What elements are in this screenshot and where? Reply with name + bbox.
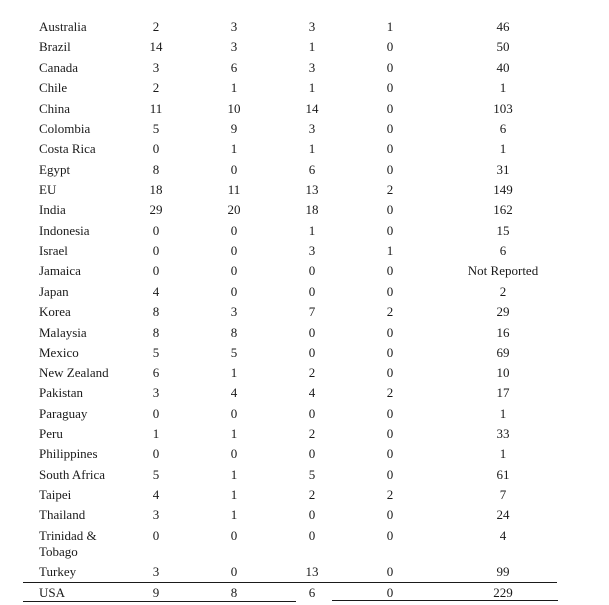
- value-cell-col-2: 3: [230, 304, 238, 319]
- value-cell-col-5: 29: [496, 304, 510, 319]
- value-cell-col-1: 0: [152, 406, 160, 421]
- value-cell-col-4: 2: [386, 385, 394, 400]
- value-cell-col-5: 229: [493, 585, 513, 600]
- table-row: [0, 345, 609, 365]
- value-cell-col-4: 0: [386, 80, 394, 95]
- value-cell-col-5: 31: [496, 162, 510, 177]
- value-cell-col-4: 0: [386, 507, 394, 522]
- value-cell-col-3: 0: [308, 507, 316, 522]
- value-cell-col-4: 0: [386, 345, 394, 360]
- value-cell-col-3: 1: [308, 141, 316, 156]
- table-row: [0, 365, 609, 385]
- value-cell-col-5: 7: [499, 487, 507, 502]
- value-cell-col-3: 13: [305, 564, 319, 579]
- value-cell-col-4: 0: [386, 426, 394, 441]
- table-row: [0, 467, 609, 487]
- country-name-cell: Taipei: [39, 487, 72, 502]
- value-cell-col-5: 6: [499, 121, 507, 136]
- value-cell-col-1: 6: [152, 365, 160, 380]
- table-row: [0, 202, 609, 222]
- country-name-cell: Thailand: [39, 507, 86, 522]
- value-cell-col-2: 6: [230, 60, 238, 75]
- country-name-cell: Malaysia: [39, 325, 87, 340]
- country-name-cell: Canada: [39, 60, 78, 75]
- country-name-cell: Australia: [39, 19, 87, 34]
- table-row: [0, 585, 609, 605]
- value-cell-col-2: 20: [227, 202, 241, 217]
- value-cell-col-1: 29: [149, 202, 163, 217]
- country-name-cell: Korea: [39, 304, 71, 319]
- value-cell-col-4: 0: [386, 528, 394, 543]
- value-cell-col-2: 10: [227, 101, 241, 116]
- value-cell-col-5: 17: [496, 385, 510, 400]
- value-cell-col-4: 0: [386, 60, 394, 75]
- value-cell-col-3: 3: [308, 121, 316, 136]
- country-name-cell: China: [39, 101, 71, 116]
- value-cell-col-1: 18: [149, 182, 163, 197]
- value-cell-col-3: 6: [308, 585, 316, 600]
- country-name-cell: Jamaica: [39, 263, 81, 278]
- value-cell-col-2: 0: [230, 263, 238, 278]
- value-cell-col-4: 0: [386, 101, 394, 116]
- value-cell-col-3: 7: [308, 304, 316, 319]
- value-cell-col-2: 0: [230, 564, 238, 579]
- value-cell-col-3: 5: [308, 467, 316, 482]
- value-cell-col-1: 11: [149, 101, 163, 116]
- table-row: [0, 19, 609, 39]
- value-cell-col-2: 8: [230, 585, 238, 600]
- country-name-cell: Brazil: [39, 39, 71, 54]
- value-cell-col-2: 3: [230, 19, 238, 34]
- table-row: [0, 426, 609, 446]
- value-cell-col-4: 0: [386, 406, 394, 421]
- country-name-cell: Japan: [39, 284, 69, 299]
- table-row: [0, 406, 609, 426]
- value-cell-col-4: 0: [386, 141, 394, 156]
- value-cell-col-1: 8: [152, 325, 160, 340]
- table-row: [0, 39, 609, 59]
- value-cell-col-5: 50: [496, 39, 510, 54]
- value-cell-col-3: 0: [308, 406, 316, 421]
- table-row: [0, 182, 609, 202]
- value-cell-col-1: 2: [152, 80, 160, 95]
- country-name-cell: Turkey: [39, 564, 77, 579]
- country-name-cell: USA: [39, 585, 66, 600]
- value-cell-col-1: 14: [149, 39, 163, 54]
- value-cell-col-2: 1: [230, 80, 238, 95]
- value-cell-col-3: 3: [308, 19, 316, 34]
- value-cell-col-5: 61: [496, 467, 510, 482]
- value-cell-col-3: 0: [308, 263, 316, 278]
- value-cell-col-3: 14: [305, 101, 319, 116]
- value-cell-col-2: 1: [230, 426, 238, 441]
- value-cell-col-1: 3: [152, 385, 160, 400]
- value-cell-col-1: 0: [152, 446, 160, 461]
- value-cell-col-2: 8: [230, 325, 238, 340]
- table-row: [0, 528, 609, 559]
- value-cell-col-2: 11: [227, 182, 241, 197]
- value-cell-col-5: 24: [496, 507, 510, 522]
- value-cell-col-1: 8: [152, 162, 160, 177]
- value-cell-col-5: 33: [496, 426, 510, 441]
- table-bottom-rule-right: [332, 600, 558, 601]
- value-cell-col-2: 4: [230, 385, 238, 400]
- value-cell-col-1: 3: [152, 507, 160, 522]
- value-cell-col-4: 0: [386, 467, 394, 482]
- value-cell-col-5: Not Reported: [467, 263, 539, 278]
- value-cell-col-3: 0: [308, 528, 316, 543]
- value-cell-col-3: 4: [308, 385, 316, 400]
- value-cell-col-2: 0: [230, 243, 238, 258]
- country-name-cell: India: [39, 202, 66, 217]
- value-cell-col-4: 0: [386, 162, 394, 177]
- value-cell-col-1: 9: [152, 585, 160, 600]
- table-row: [0, 80, 609, 100]
- value-cell-col-3: 18: [305, 202, 319, 217]
- value-cell-col-5: 162: [493, 202, 513, 217]
- value-cell-col-3: 2: [308, 487, 316, 502]
- country-name-cell: Colombia: [39, 121, 91, 136]
- value-cell-col-4: 2: [386, 487, 394, 502]
- value-cell-col-1: 5: [152, 121, 160, 136]
- table-row: [0, 60, 609, 80]
- value-cell-col-4: 0: [386, 263, 394, 278]
- value-cell-col-5: 10: [496, 365, 510, 380]
- value-cell-col-1: 2: [152, 19, 160, 34]
- value-cell-col-2: 1: [230, 365, 238, 380]
- value-cell-col-2: 0: [230, 528, 238, 543]
- table-row: [0, 121, 609, 141]
- value-cell-col-1: 3: [152, 564, 160, 579]
- value-cell-col-3: 2: [308, 365, 316, 380]
- value-cell-col-1: 0: [152, 141, 160, 156]
- table-rule-above-usa: [23, 582, 557, 583]
- table-row: [0, 223, 609, 243]
- value-cell-col-5: 4: [499, 528, 507, 543]
- value-cell-col-5: 40: [496, 60, 510, 75]
- table-row: [0, 243, 609, 263]
- value-cell-col-5: 99: [496, 564, 510, 579]
- value-cell-col-5: 46: [496, 19, 510, 34]
- value-cell-col-4: 0: [386, 325, 394, 340]
- value-cell-col-4: 0: [386, 202, 394, 217]
- value-cell-col-4: 0: [386, 585, 394, 600]
- value-cell-col-5: 1: [499, 406, 507, 421]
- value-cell-col-1: 5: [152, 467, 160, 482]
- value-cell-col-1: 0: [152, 263, 160, 278]
- value-cell-col-4: 1: [386, 243, 394, 258]
- value-cell-col-3: 1: [308, 39, 316, 54]
- country-name-cell: Israel: [39, 243, 68, 258]
- value-cell-col-1: 3: [152, 60, 160, 75]
- value-cell-col-4: 0: [386, 223, 394, 238]
- table-row: [0, 263, 609, 283]
- value-cell-col-5: 69: [496, 345, 510, 360]
- table-row: [0, 162, 609, 182]
- value-cell-col-3: 0: [308, 446, 316, 461]
- value-cell-col-3: 1: [308, 223, 316, 238]
- country-name-cell: Paraguay: [39, 406, 88, 421]
- value-cell-col-5: 149: [493, 182, 513, 197]
- table-row: [0, 507, 609, 527]
- value-cell-col-5: 1: [499, 446, 507, 461]
- value-cell-col-2: 1: [230, 507, 238, 522]
- value-cell-col-1: 0: [152, 243, 160, 258]
- value-cell-col-4: 0: [386, 39, 394, 54]
- country-name-cell: Egypt: [39, 162, 71, 177]
- value-cell-col-4: 0: [386, 446, 394, 461]
- value-cell-col-3: 1: [308, 80, 316, 95]
- country-name-cell: Peru: [39, 426, 63, 441]
- value-cell-col-3: 0: [308, 345, 316, 360]
- value-cell-col-5: 1: [499, 141, 507, 156]
- table-row: [0, 141, 609, 161]
- value-cell-col-5: 16: [496, 325, 510, 340]
- value-cell-col-5: 6: [499, 243, 507, 258]
- country-name-cell: Costa Rica: [39, 141, 96, 156]
- table-row: [0, 101, 609, 121]
- value-cell-col-1: 0: [152, 223, 160, 238]
- value-cell-col-1: 8: [152, 304, 160, 319]
- table-row: [0, 446, 609, 466]
- value-cell-col-4: 2: [386, 182, 394, 197]
- value-cell-col-2: 3: [230, 39, 238, 54]
- value-cell-col-2: 0: [230, 223, 238, 238]
- value-cell-col-5: 1: [499, 80, 507, 95]
- value-cell-col-5: 15: [496, 223, 510, 238]
- value-cell-col-5: 103: [493, 101, 513, 116]
- value-cell-col-3: 0: [308, 325, 316, 340]
- value-cell-col-3: 3: [308, 243, 316, 258]
- value-cell-col-2: 5: [230, 345, 238, 360]
- value-cell-col-3: 3: [308, 60, 316, 75]
- table-row: [0, 487, 609, 507]
- country-name-cell: Pakistan: [39, 385, 84, 400]
- country-name-cell: Indonesia: [39, 223, 90, 238]
- value-cell-col-3: 13: [305, 182, 319, 197]
- country-name-cell: Mexico: [39, 345, 79, 360]
- value-cell-col-4: 0: [386, 284, 394, 299]
- value-cell-col-1: 1: [152, 426, 160, 441]
- country-name-cell: Philippines: [39, 446, 98, 461]
- value-cell-col-4: 1: [386, 19, 394, 34]
- value-cell-col-2: 0: [230, 162, 238, 177]
- country-name-cell: Chile: [39, 80, 68, 95]
- value-cell-col-4: 0: [386, 564, 394, 579]
- value-cell-col-2: 0: [230, 446, 238, 461]
- table-row: [0, 564, 609, 584]
- table-row: [0, 325, 609, 345]
- country-name-cell: Trinidad & Tobago: [39, 528, 97, 559]
- value-cell-col-5: 2: [499, 284, 507, 299]
- value-cell-col-2: 9: [230, 121, 238, 136]
- value-cell-col-3: 0: [308, 284, 316, 299]
- table-row: [0, 385, 609, 405]
- value-cell-col-2: 1: [230, 487, 238, 502]
- value-cell-col-1: 0: [152, 528, 160, 543]
- value-cell-col-3: 6: [308, 162, 316, 177]
- country-name-cell: South Africa: [39, 467, 106, 482]
- table-row: [0, 304, 609, 324]
- value-cell-col-2: 0: [230, 284, 238, 299]
- country-name-cell: New Zealand: [39, 365, 109, 380]
- value-cell-col-4: 2: [386, 304, 394, 319]
- value-cell-col-4: 0: [386, 121, 394, 136]
- value-cell-col-2: 0: [230, 406, 238, 421]
- value-cell-col-3: 2: [308, 426, 316, 441]
- value-cell-col-1: 4: [152, 487, 160, 502]
- value-cell-col-1: 4: [152, 284, 160, 299]
- value-cell-col-2: 1: [230, 467, 238, 482]
- value-cell-col-4: 0: [386, 365, 394, 380]
- table-row: [0, 284, 609, 304]
- value-cell-col-1: 5: [152, 345, 160, 360]
- country-name-cell: EU: [39, 182, 57, 197]
- value-cell-col-2: 1: [230, 141, 238, 156]
